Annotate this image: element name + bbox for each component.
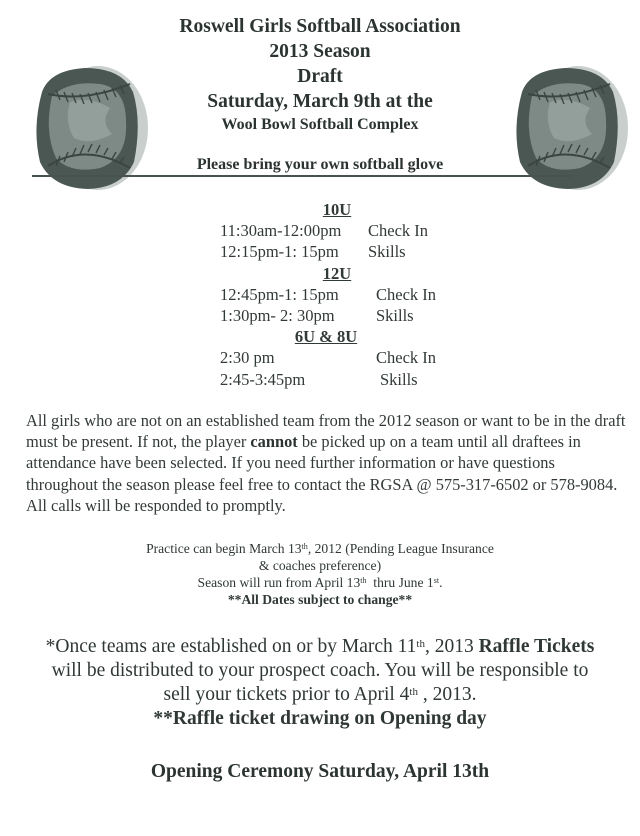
practice-line: & coaches preference): [258, 558, 382, 573]
schedule-time: 1:30pm- 2: 30pm: [220, 306, 335, 326]
schedule-activity: Check In: [376, 284, 437, 304]
event-date: Saturday, March 9th at the: [207, 91, 433, 112]
practice-line: [0, 540, 640, 557]
ordinal-suffix: st: [433, 576, 440, 585]
schedule-row: [220, 220, 460, 241]
schedule-activity: Skills: [368, 242, 406, 262]
raffle-text: , 2013.: [417, 684, 477, 705]
season-line: [0, 574, 640, 591]
schedule-activity: Skills: [380, 369, 418, 389]
schedule-time: 2:30 pm: [220, 348, 275, 368]
schedule-time: 11:30am-12:00pm: [220, 221, 342, 241]
glove-note: Please bring your own softball glove: [196, 156, 444, 173]
schedule-row: [220, 369, 460, 390]
season-text: Season will run from April 13: [197, 575, 361, 590]
event-venue: Wool Bowl Softball Complex: [221, 116, 419, 133]
draft-schedule: [220, 199, 460, 390]
paragraph-emphasis: cannot: [250, 432, 298, 452]
division-heading: 10U: [322, 200, 352, 219]
practice-text: , 2012 (Pending League Insurance: [307, 541, 494, 556]
opening-ceremony: Opening Ceremony Saturday, April 13th: [150, 761, 490, 782]
practice-text: Practice can begin March 13: [146, 541, 302, 556]
draft-info-paragraph: [26, 410, 626, 516]
ordinal-suffix: th: [360, 576, 367, 585]
raffle-emphasis: Raffle Tickets: [478, 636, 595, 657]
raffle-text: *Once teams are established on or by March 11: [45, 636, 417, 657]
schedule-time: 12:15pm-1: 15pm: [220, 242, 339, 262]
raffle-info: [0, 635, 640, 731]
schedule-row: [220, 347, 460, 368]
header-divider: [32, 175, 572, 177]
paragraph-text: be picked up on a team until all draftees in attendance have been selected. If you need further information or have questions throughout the season please feel free to contact the RGSA @ 575-317-6502 or 578-9084. All calls will be responded to promptly.: [26, 432, 618, 515]
raffle-text: , 2013: [424, 636, 479, 657]
ordinal-suffix: th: [301, 542, 308, 551]
event-title: Draft: [297, 66, 343, 87]
schedule-time: 12:45pm-1: 15pm: [220, 284, 339, 304]
schedule-time: 2:45-3:45pm: [220, 369, 306, 389]
season-text: .: [439, 575, 443, 590]
flyer-header: [0, 14, 640, 136]
season-text: thru June 1: [366, 575, 434, 590]
raffle-drawing-note: **Raffle ticket drawing on Opening day: [153, 708, 487, 729]
schedule-row: [220, 305, 460, 326]
org-title: Roswell Girls Softball Association: [179, 16, 461, 37]
raffle-text: will be distributed to your prospect coach. You will be responsible to sell your tickets prior to April 4: [51, 660, 589, 705]
dates-disclaimer: **All Dates subject to change**: [227, 592, 413, 607]
ordinal-suffix: th: [409, 686, 418, 698]
division-heading: 6U & 8U: [294, 327, 358, 347]
raffle-paragraph: [0, 635, 640, 707]
season-title: 2013 Season: [269, 41, 371, 62]
schedule-activity: Skills: [376, 306, 414, 326]
schedule-row: [220, 284, 460, 305]
ordinal-suffix: th: [416, 638, 425, 650]
schedule-activity: Check In: [368, 221, 429, 241]
schedule-row: [220, 241, 460, 262]
division-heading: 12U: [322, 263, 352, 283]
paragraph-text: All girls who are not on an established team from the 2012 season or want to be in the draft must be present. If not, the player: [26, 411, 626, 452]
practice-info: [0, 540, 640, 608]
schedule-activity: Check In: [376, 348, 437, 368]
